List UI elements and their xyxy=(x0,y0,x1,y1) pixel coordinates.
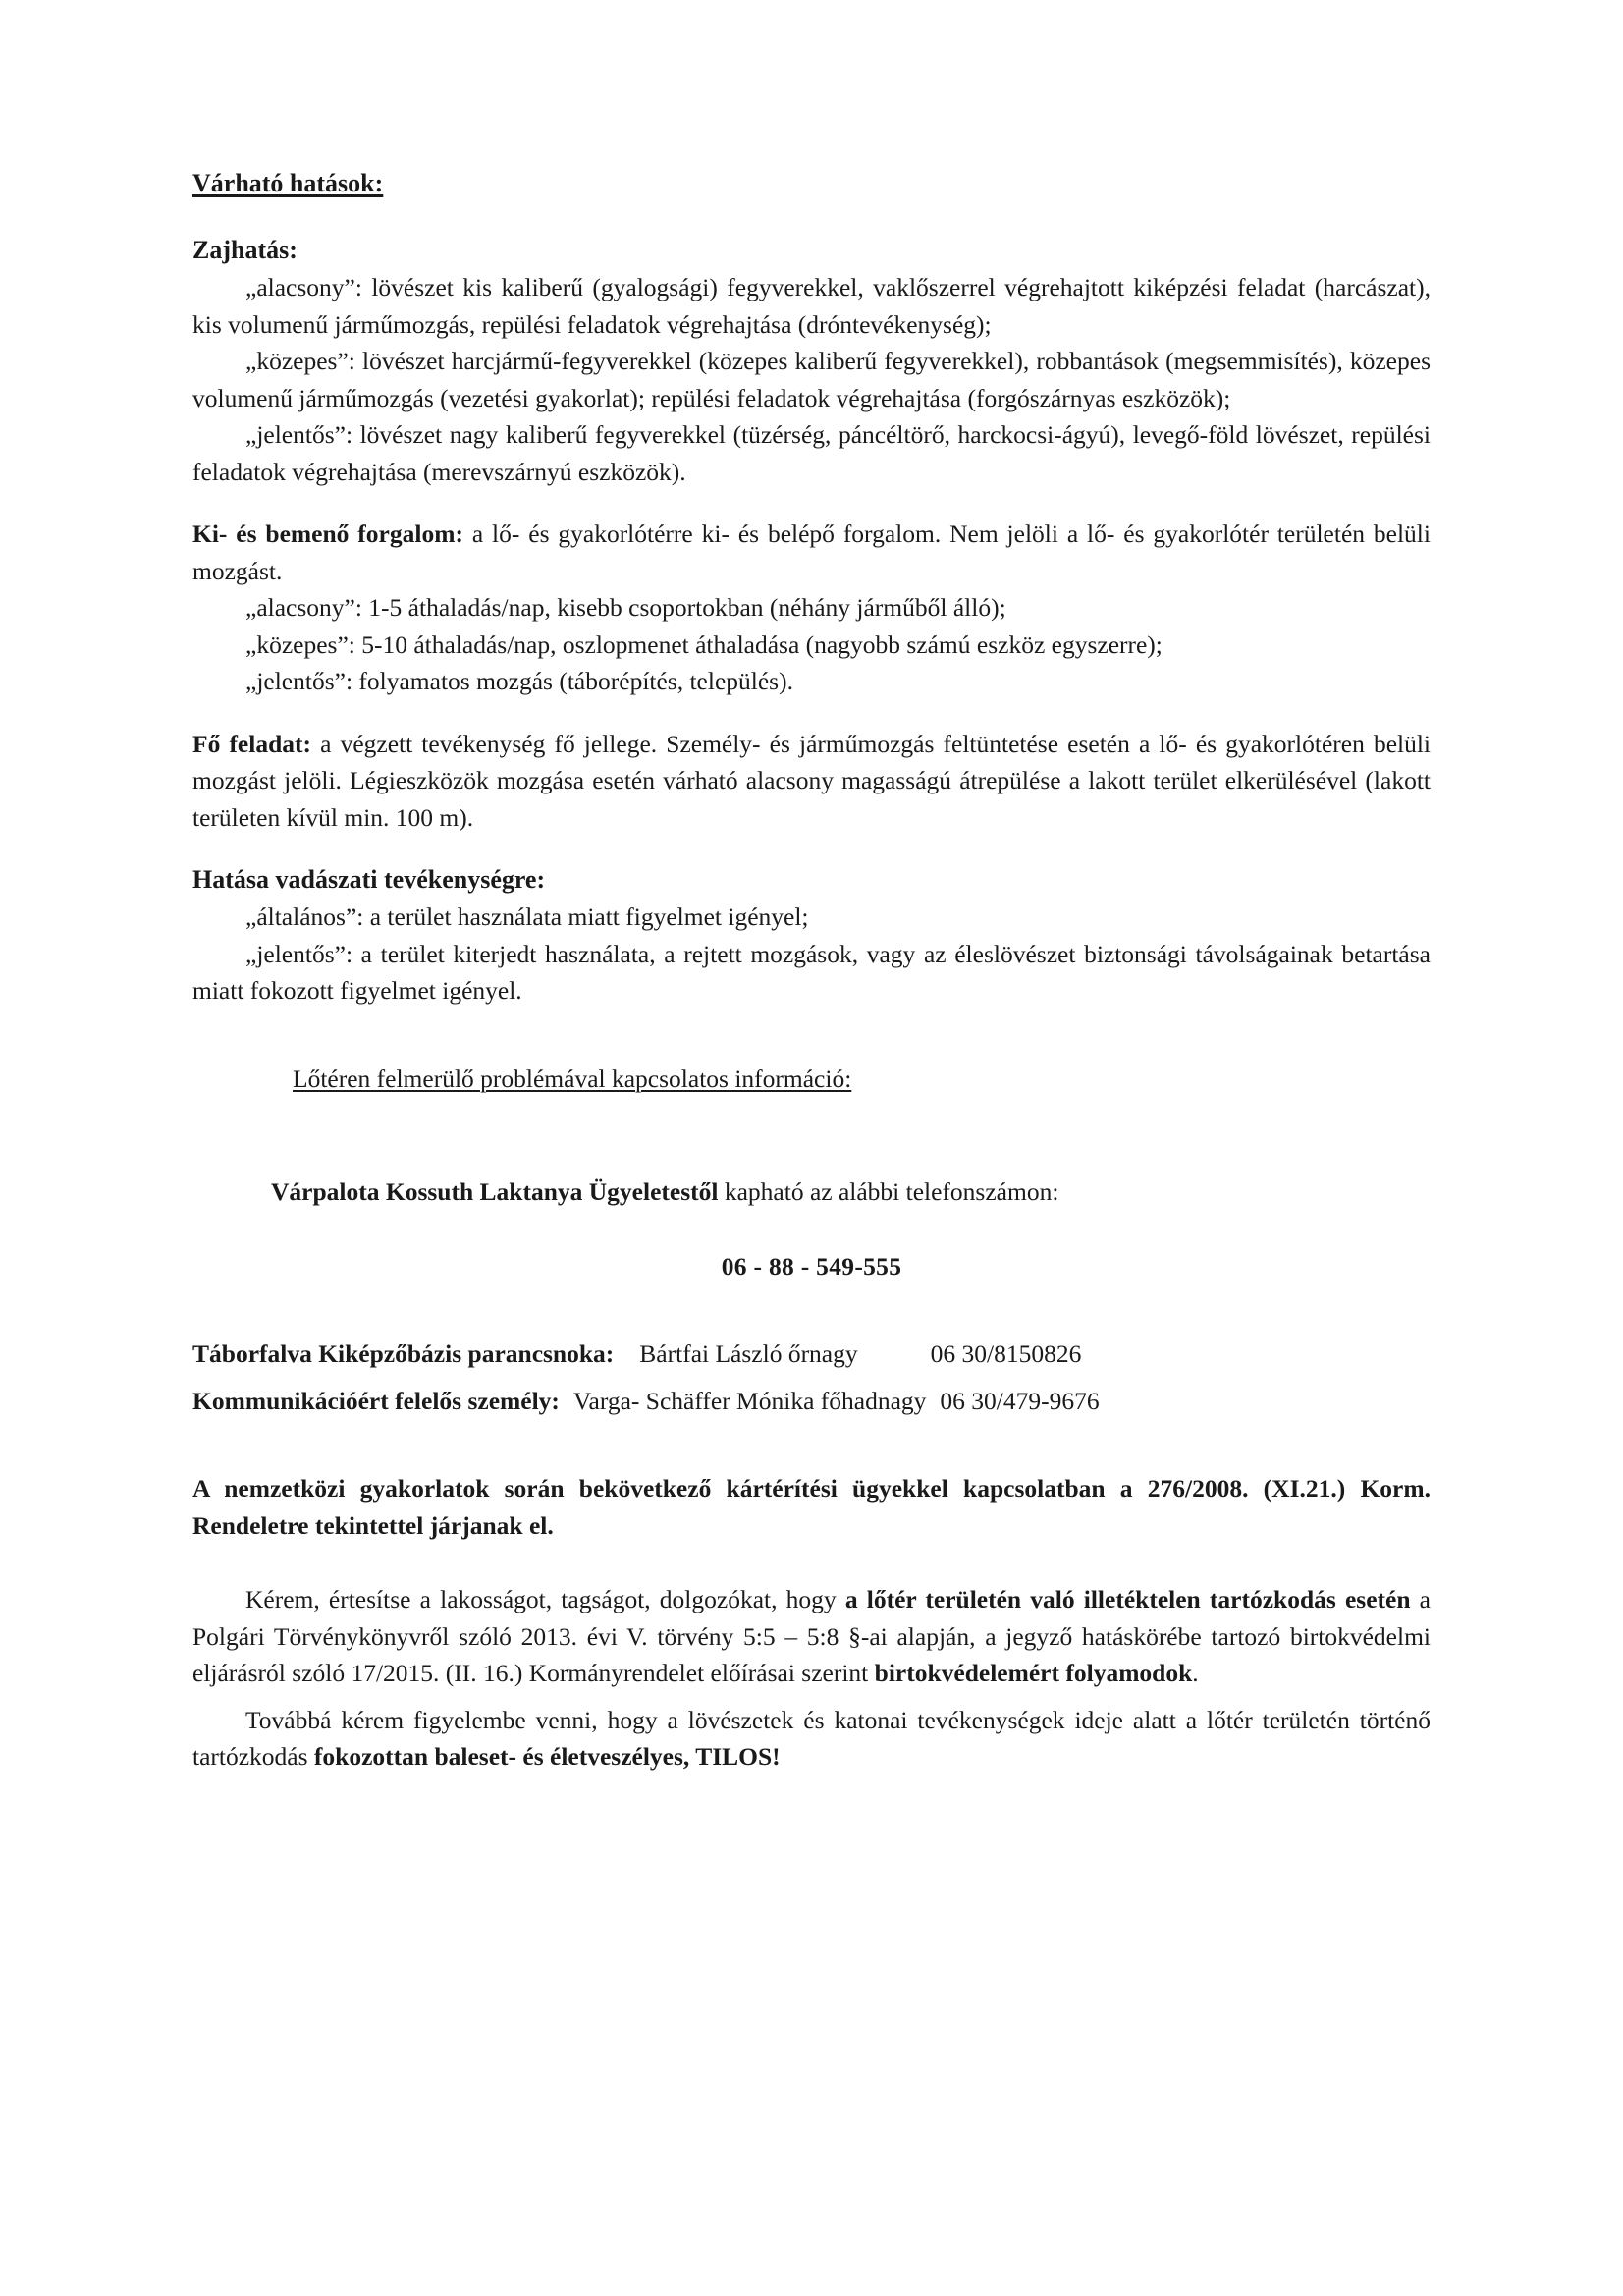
roster-phone-commander: 06 30/8150826 xyxy=(930,1339,1082,1369)
duty-office-phone: 06 - 88 - 549-555 xyxy=(721,1251,902,1281)
duty-office-name: Várpalota Kossuth Laktanya Ügyeletestől xyxy=(271,1177,719,1207)
warning-bold-danger: fokozottan baleset- és életveszélyes, TILOS! xyxy=(313,1742,781,1772)
international-exercises-notice: A nemzetközi gyakorlatok során bekövetkező kártérítési ügyekkel kapcsolatban a 276/2008. (XI.21.) Korm. Rendeletre tekintettel járjanak el. xyxy=(192,1474,1431,1540)
spacer xyxy=(192,1148,1431,1174)
spacer xyxy=(192,1097,1431,1148)
roster-name-commander: Bártfai László őrnagy xyxy=(639,1339,858,1369)
traffic-item-alacsony: „alacsony”: 1-5 áthaladás/nap, kisebb csoportokban (néhány járműből álló); xyxy=(245,593,1006,623)
main-task-text: a végzett tevékenység fő jellege. Személy- és járműmozgás feltüntetése esetén a lő- és gyakorlótéren belüli mozgást jelöli. Légieszközök mozgása esetén várható alacsony magasságú átrepülése a lakott terület elkerülésével (lakott területen kívül min. 100 m). xyxy=(192,729,1432,832)
hunting-item-jelentos: „jelentős”: a terület kiterjedt használata, a rejtett mozgások, vagy az éleslövészet biztonsági távolságainak betartása miatt fokozott figyelmet igényel. xyxy=(192,939,1431,1006)
subsection-heading-hatasa-vadaszati: Hatása vadászati tevékenységre: xyxy=(192,865,546,895)
hunting-item-altalanos: „általános”: a terület használata miatt figyelmet igényel; xyxy=(245,902,809,932)
request-text-part2: a Polgári Törvénykönyvről szóló 2013. évi V. törvény 5:5 – 5:8 §-ai alapján, a jegyző hatáskörébe tartozó birtokvédelmi eljárásról szóló 17/2015. (II. 16.) Kormányrendelet előírásai szerint xyxy=(192,1585,1431,1688)
traffic-label: Ki- és bemenő forgalom: xyxy=(192,519,463,549)
duty-office-rest: kapható az alábbi telefonszámon: xyxy=(718,1177,1059,1207)
info-heading-loteren: Lőtéren felmerülő problémával kapcsolatos információ: xyxy=(293,1064,852,1093)
roster-row-commander xyxy=(192,1336,1431,1372)
section-heading-varhato-hatasok: Várható hatások: xyxy=(192,169,384,197)
request-text-part1: Kérem, értesítse a lakosságot, tagságot, dolgozókat, hogy xyxy=(245,1585,845,1614)
main-task-label: Fő feladat: xyxy=(192,729,312,758)
spacer xyxy=(192,700,1431,726)
subsection-heading-zajhatas: Zajhatás: xyxy=(192,236,298,265)
spacer xyxy=(192,1692,1431,1702)
traffic-lead-text: a lő- és gyakorlótérre ki- és belépő forgalom. Nem jelöli a lő- és gyakorlótér területén belüli mozgást. xyxy=(192,519,1431,585)
request-bold-possession: birtokvédelemért folyamodok xyxy=(874,1659,1193,1688)
roster-phone-communications: 06 30/479-9676 xyxy=(940,1386,1100,1415)
traffic-lead xyxy=(192,516,1431,589)
traffic-item-jelentos: „jelentős”: folyamatos mozgás (táborépítés, település). xyxy=(245,667,793,696)
warning-paragraph xyxy=(192,1702,1431,1776)
roster-name-communications: Varga- Schäffer Mónika főhadnagy xyxy=(572,1386,927,1415)
roster-row-communications xyxy=(192,1383,1431,1419)
duty-office-line xyxy=(192,1174,1431,1210)
request-bold-trespass: a lőtér területén való illetéktelen tartózkodás esetén xyxy=(844,1585,1411,1614)
noise-item-jelentos: „jelentős”: lövészet nagy kaliberű fegyverekkel (tüzérség, páncéltörő, harckocsi-ágyú), levegő-föld lövészet, repülési feladatok végrehajtása (merevszárnyú eszközök). xyxy=(192,420,1431,486)
noise-item-kozepes: „közepes”: lövészet harcjármű-fegyverekkel (közepes kaliberű fegyverekkel), robbantások (megsemmisítés), közepes volumenű járműmozgás (vezetési gyakorlat); repülési feladatok végrehajtása (forgószárnyas eszközök); xyxy=(192,347,1431,412)
roster-label-commander: Táborfalva Kiképzőbázis parancsnoka: xyxy=(192,1339,615,1369)
document-body xyxy=(192,165,1431,1776)
spacer xyxy=(192,836,1431,861)
spacer xyxy=(192,1544,1431,1581)
spacer xyxy=(192,1419,1431,1470)
request-text-part3: . xyxy=(1192,1659,1199,1688)
spacer xyxy=(192,1010,1431,1061)
spacer xyxy=(192,490,1431,516)
request-paragraph xyxy=(192,1581,1431,1691)
spacer xyxy=(192,1285,1431,1336)
main-task-paragraph xyxy=(192,726,1431,836)
warning-text-part1: Továbbá kérem figyelembe venni, hogy a lövészetek és katonai tevékenységek ideje alatt a lőtér területén történő tartózkodás xyxy=(192,1705,1431,1772)
traffic-item-kozepes: „közepes”: 5-10 áthaladás/nap, oszlopmenet áthaladása (nagyobb számú eszköz egyszerre); xyxy=(245,629,1163,659)
roster-label-communications: Kommunikációért felelős személy: xyxy=(192,1386,560,1415)
noise-item-alacsony: „alacsony”: lövészet kis kaliberű (gyalogsági) fegyverekkel, vaklőszerrel végrehajtott kiképzési feladat (harcászat), kis volumenű járműmozgás, repülési feladatok végrehajtása (dróntevékenység); xyxy=(192,273,1431,339)
spacer xyxy=(192,1373,1431,1383)
spacer xyxy=(192,1211,1431,1248)
